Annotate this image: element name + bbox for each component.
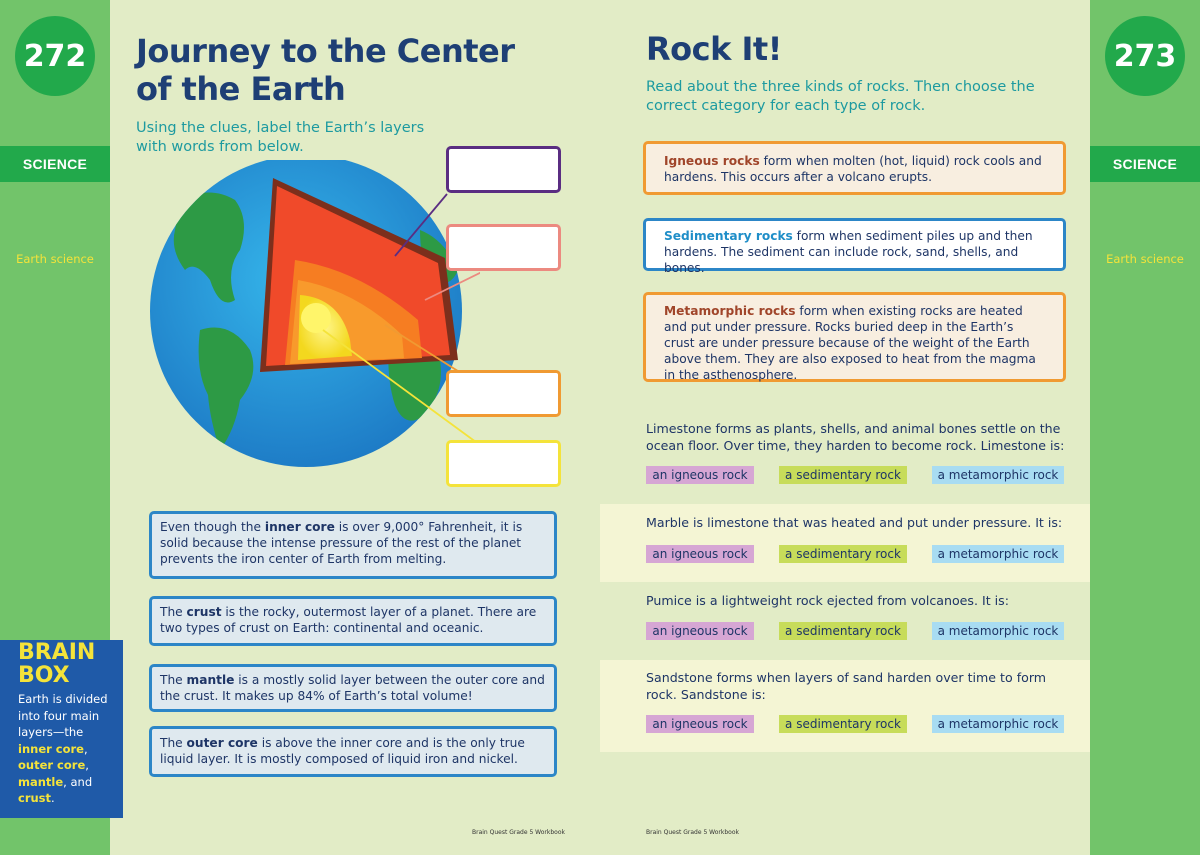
question-sandstone: Sandstone forms when layers of sand harden over time to form rock. Sandstone is: — [646, 670, 1047, 702]
page-title-right: Rock It! — [646, 30, 782, 68]
clue-crust: The crust is the rocky, outermost layer of a planet. There are two types of crust on Earth: continental and oceanic. — [149, 596, 557, 646]
instructions-left: Using the clues, label the Earth’s layers with words from below. — [136, 120, 425, 155]
clue-inner-core: Even though the inner core is over 9,000° Fahrenheit, it is solid because the intense pressure of the rest of the planet prevents the iron center of Earth from melting. — [149, 511, 557, 579]
option-metamorphic-q3[interactable]: a metamorphic rock — [932, 622, 1064, 640]
brain-box-title: BRAIN BOX — [18, 640, 96, 688]
topic-label-right: Earth science — [1106, 252, 1184, 266]
option-sedimentary-q1[interactable]: a sedimentary rock — [779, 466, 907, 484]
footer-left: Brain Quest Grade 5 Workbook — [472, 829, 565, 836]
question-marble: Marble is limestone that was heated and put under pressure. It is: — [646, 515, 1063, 530]
clue-mantle: The mantle is a mostly solid layer between the outer core and the crust. It makes up 84% of Earth’s total volume! — [149, 664, 557, 712]
clue-outer-core: The outer core is above the inner core and is the only true liquid layer. It is mostly composed of liquid iron and nickel. — [149, 726, 557, 777]
option-sedimentary-q2[interactable]: a sedimentary rock — [779, 545, 907, 563]
question-pumice: Pumice is a lightweight rock ejected from volcanoes. It is: — [646, 593, 1009, 608]
option-metamorphic-q2[interactable]: a metamorphic rock — [932, 545, 1064, 563]
option-igneous-q3[interactable]: an igneous rock — [646, 622, 754, 640]
option-igneous-q1[interactable]: an igneous rock — [646, 466, 754, 484]
rock-info-sedimentary: Sedimentary rocks form when sediment piles up and then hardens. The sediment can include rock, sand, shells, and bones. — [643, 218, 1066, 271]
page-title-left: Journey to the Center of the Earth — [136, 32, 515, 108]
rock-info-igneous: Igneous rocks form when molten (hot, liquid) rock cools and hardens. This occurs after a volcano erupts. — [643, 141, 1066, 195]
option-igneous-q2[interactable]: an igneous rock — [646, 545, 754, 563]
option-sedimentary-q4[interactable]: a sedimentary rock — [779, 715, 907, 733]
inner-core-center — [301, 303, 331, 333]
right-sidebar — [1090, 0, 1200, 855]
brain-box-text: Earth is divided into four main layers—the inner core, outer core, mantle, and crust. — [18, 692, 108, 805]
question-limestone: Limestone forms as plants, shells, and animal bones settle on the ocean floor. Over time, they harden to become rock. Limestone is: — [646, 421, 1065, 453]
topic-label-left: Earth science — [16, 252, 94, 266]
label-answer-box-1[interactable] — [446, 146, 561, 193]
option-metamorphic-q1[interactable]: a metamorphic rock — [932, 466, 1064, 484]
subject-tab-left: SCIENCE — [0, 146, 110, 182]
label-answer-box-2[interactable] — [446, 224, 561, 271]
option-igneous-q4[interactable]: an igneous rock — [646, 715, 754, 733]
page-number-right: 273 — [1105, 16, 1185, 96]
subject-tab-right: SCIENCE — [1090, 146, 1200, 182]
label-answer-box-4[interactable] — [446, 440, 561, 487]
earth-cutaway-illustration — [140, 160, 480, 480]
option-metamorphic-q4[interactable]: a metamorphic rock — [932, 715, 1064, 733]
brain-box — [0, 640, 123, 818]
rock-info-metamorphic: Metamorphic rocks form when existing rocks are heated and put under pressure. Rocks buried deep in the Earth’s crust are under pressure because of the weight of the Earth above them. They are also exposed to heat from the magma in the asthenosphere. — [643, 292, 1066, 382]
footer-right: Brain Quest Grade 5 Workbook — [646, 829, 739, 836]
page-number-left: 272 — [15, 16, 95, 96]
instructions-right: Read about the three kinds of rocks. Then choose the correct category for each type of rock. — [646, 79, 1035, 114]
option-sedimentary-q3[interactable]: a sedimentary rock — [779, 622, 907, 640]
label-answer-box-3[interactable] — [446, 370, 561, 417]
